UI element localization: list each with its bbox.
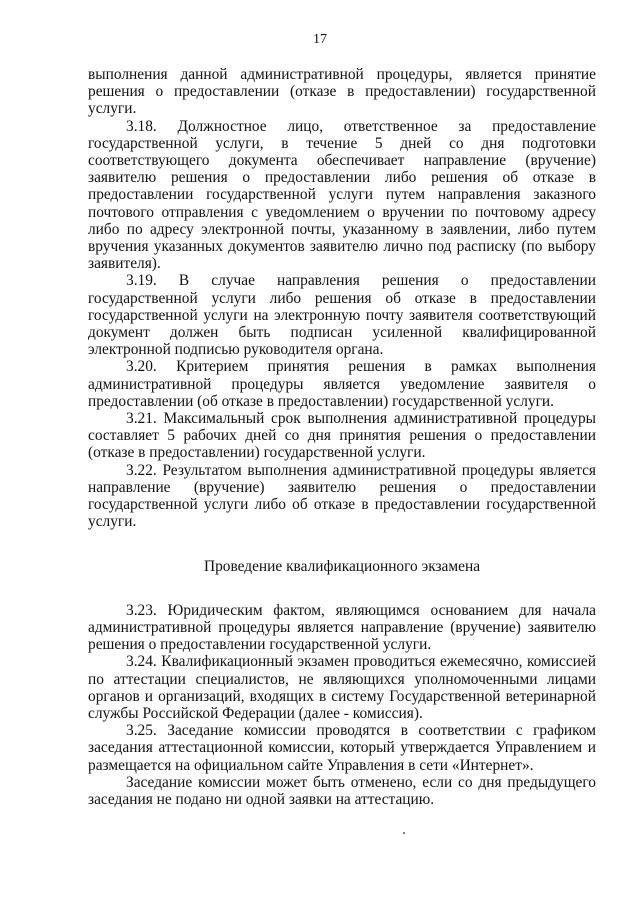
page-number: 17	[313, 32, 327, 47]
paragraph-3-18: 3.18. Должностное лицо, ответственное за предоставление государственной услуги, в течение 5 дней со дня подготовки соответствующего документа обеспечивает направление (вручение) заявителю решения о предоставлении либо решения об отказе в предоставлении государственной услуги путем направления заказного почтового отправления с уведомлением о вручении по почтовому адресу либо по адресу электронной почты, указанному в заявлении, либо путем вручения указанных документов заявителю лично под расписку (по выбору заявителя).	[88, 117, 596, 273]
paragraph-commission-cancel: Заседание комиссии может быть отменено, если со дня предыдущего заседания не подано ни одной заявки на аттестацию.	[88, 773, 596, 808]
paragraph-3-23: 3.23. Юридическим фактом, являющимся основанием для начала административной процедуры является направление (вручение) заявителю решения о предоставлении государственной услуги.	[88, 601, 596, 654]
paragraph-continuation: выполнения данной административной процедуры, является принятие решения о предоставлении (отказе в предоставлении) государственной услуги.	[88, 66, 596, 118]
scan-speck	[403, 832, 405, 834]
section-heading: Проведение квалификационного экзамена	[203, 558, 481, 576]
paragraph-3-20: 3.20. Критерием принятия решения в рамках выполнения административной процедуры является уведомление заявителя о предоставлении (об отказе в предоставлении) государственной услуги.	[88, 358, 596, 410]
paragraph-3-21: 3.21. Максимальный срок выполнения административной процедуры составляет 5 рабочих дней со дня принятия решения о предоставлении (отказе в предоставлении) государственной услуги.	[88, 410, 596, 462]
document-body	[88, 66, 596, 808]
paragraph-3-25: 3.25. Заседание комиссии проводятся в соответствии с графиком заседания аттестационной комиссии, который утверждается Управлением и размещается на официальном сайте Управления в сети «Интернет».	[88, 722, 596, 774]
paragraph-3-22: 3.22. Результатом выполнения административной процедуры является направление (вручение) заявителю решения о предоставлении государственной услуги либо об отказе в предоставлении государственной услуги.	[88, 461, 596, 531]
paragraph-3-24: 3.24. Квалификационный экзамен проводиться ежемесячно, комиссией по аттестации специалистов, не являющихся уполномоченными лицами органов и организаций, входящих в систему Государственной ветеринарной службы Российской Федерации (далее - комиссия).	[88, 653, 596, 722]
paragraph-3-19: 3.19. В случае направления решения о предоставлении государственной услуги либо решения об отказе в предоставлении государственной услуги на электронную почту заявителя соответствующий документ должен быть подписан усиленной квалифицированной электронной подписью руководителя органа.	[88, 272, 596, 359]
